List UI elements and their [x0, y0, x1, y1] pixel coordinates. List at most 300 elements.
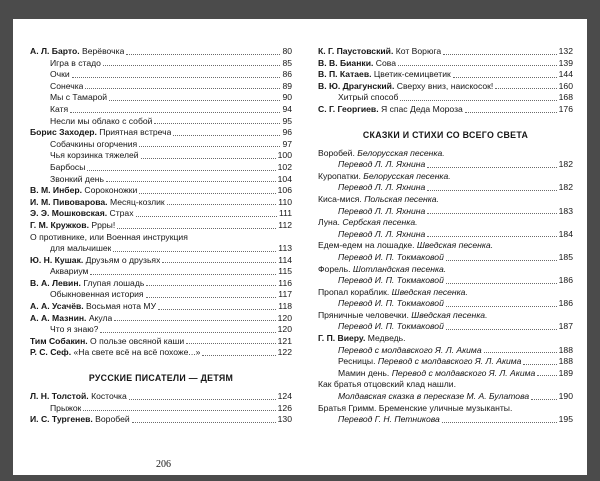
toc-title: Чья корзинка тяжелей [50, 150, 139, 161]
toc-entry-label [50, 92, 107, 104]
toc-entry-label [50, 69, 70, 81]
toc-page-number: 104 [277, 173, 292, 184]
toc-title: Форель. [318, 263, 351, 274]
toc-entry-label [50, 162, 85, 174]
toc-author: А. А. Мазнин. [30, 312, 87, 323]
toc-entry-label [338, 206, 425, 218]
toc-title: Игра в стадо [50, 57, 101, 68]
toc-leader-dots [537, 375, 556, 376]
left-page [30, 46, 292, 426]
toc-title: Медведь. [367, 333, 406, 344]
toc-title: Аквариум [50, 266, 89, 277]
toc-entry-label [318, 287, 468, 297]
toc-entry [30, 289, 292, 301]
toc-entry-label [30, 391, 127, 403]
toc-title: Мамин день. [338, 367, 390, 378]
toc-entry [30, 127, 292, 139]
toc-entry-label [50, 266, 88, 278]
toc-entry-label [50, 139, 137, 151]
toc-title: «На свете всё на всё похоже...» [73, 347, 201, 358]
toc-entry [30, 313, 292, 325]
toc-title: Сова [375, 57, 396, 68]
toc-title: Собачкины огорчения [50, 138, 138, 149]
toc-entry [30, 232, 292, 244]
toc-author: Л. Н. Толстой. [30, 391, 89, 402]
book-spread [13, 19, 587, 475]
toc-leader-dots [453, 77, 557, 78]
toc-leader-dots [495, 88, 556, 89]
toc-page-number: 186 [558, 275, 573, 286]
toc-entry-label [30, 208, 134, 220]
toc-entry [30, 255, 292, 267]
toc-page-number: 120 [277, 312, 292, 323]
toc-leader-dots [103, 65, 281, 66]
toc-title: Воробей [95, 414, 130, 425]
toc-title: Куропатки. [318, 170, 361, 181]
toc-note: Польская песенка. [364, 193, 439, 204]
toc-title: Едем-едем на лошадке. [318, 240, 415, 251]
toc-leader-dots [126, 54, 280, 55]
toc-page-number: 89 [282, 80, 292, 91]
toc-note: Шотландская песенка. [352, 263, 447, 274]
toc-entry-label [30, 127, 171, 139]
toc-entry [318, 182, 573, 194]
toc-leader-dots [446, 283, 557, 284]
toc-title: Верёвочка [82, 46, 125, 56]
toc-leader-dots [202, 355, 275, 356]
toc-entry [318, 159, 573, 171]
toc-title: Пряничные человечки. [318, 309, 409, 320]
toc-leader-dots [146, 297, 277, 298]
toc-entry-label [30, 313, 112, 325]
toc-entry-label [30, 255, 160, 267]
toc-entry [30, 150, 292, 162]
toc-entry [318, 368, 573, 380]
toc-note: Перевод И. П. Токмаковой [338, 298, 444, 309]
toc-entry [318, 414, 573, 426]
toc-leader-dots [132, 422, 276, 423]
toc-page-number: 182 [558, 182, 573, 193]
toc-entry [318, 92, 573, 104]
toc-entry [318, 240, 573, 252]
toc-leader-dots [85, 88, 280, 89]
toc-entry [318, 379, 573, 391]
toc-author: Э. Э. Мошковская. [30, 208, 108, 219]
toc-title: О пользе овсяной каши [90, 335, 185, 346]
toc-title: Друзьям о друзьях [85, 254, 161, 265]
toc-entry-label [50, 174, 104, 186]
toc-entry-label [338, 159, 425, 171]
toc-title: Приятная встреча [99, 127, 172, 138]
toc-entry-label [318, 217, 418, 227]
toc-page-number: 113 [278, 243, 292, 254]
toc-leader-dots [427, 167, 556, 168]
right-toc-bottom [318, 148, 573, 426]
toc-entry [318, 391, 573, 403]
toc-entry-label [338, 368, 535, 380]
toc-entry [318, 206, 573, 218]
toc-note: Шведская песенка. [411, 309, 488, 320]
toc-title: Глупая лошадь [83, 277, 145, 288]
toc-page-number: 116 [278, 277, 292, 288]
left-toc-top [30, 46, 292, 359]
toc-entry [318, 46, 573, 58]
toc-entry-label [30, 347, 200, 359]
toc-entry [30, 162, 292, 174]
toc-leader-dots [446, 260, 557, 261]
toc-title: Сороконожки [84, 185, 138, 196]
toc-title: Как братья отцовский клад нашли. [318, 379, 456, 390]
right-page [318, 46, 573, 426]
toc-title: Очки [50, 69, 70, 80]
toc-page-number: 110 [278, 196, 292, 207]
toc-entry-label [30, 301, 156, 313]
toc-entry-label [30, 185, 137, 197]
toc-entry [30, 347, 292, 359]
toc-title: Сонечка [50, 80, 84, 91]
toc-leader-dots [446, 306, 557, 307]
toc-page-number: 106 [277, 185, 292, 196]
toc-title: О противнике, или Военная инструкция [30, 231, 188, 242]
toc-note: Сербская песенка. [342, 217, 418, 228]
toc-page-number: 183 [558, 205, 573, 216]
toc-author: К. Г. Паустовский. [318, 46, 394, 56]
toc-page-number: 195 [558, 414, 573, 425]
toc-entry [30, 92, 292, 104]
toc-author: А. А. Усачёв. [30, 301, 84, 312]
toc-entry [30, 46, 292, 58]
toc-entry-label [30, 336, 184, 348]
toc-leader-dots [141, 158, 276, 159]
toc-title: Воробей. [318, 147, 355, 158]
toc-title: Ресницы. [338, 356, 376, 367]
toc-page-number: 100 [277, 150, 292, 161]
toc-entry [318, 229, 573, 241]
toc-page-number: 117 [278, 289, 292, 300]
toc-title: для мальчишек [50, 243, 112, 254]
toc-leader-dots [154, 123, 280, 124]
toc-entry [30, 69, 292, 81]
toc-entry [30, 301, 292, 313]
toc-leader-dots [114, 320, 275, 321]
toc-page-number: 120 [277, 324, 292, 335]
toc-title: Прыжок [50, 402, 82, 413]
toc-title: Акула [88, 312, 113, 323]
toc-note: Перевод с молдавского Я. Л. Акима [377, 356, 522, 367]
toc-author: В. П. Катаев. [318, 69, 372, 80]
toc-leader-dots [173, 135, 280, 136]
left-toc-bottom [30, 391, 292, 426]
toc-entry-label [338, 345, 482, 357]
toc-page-number: 86 [282, 69, 292, 80]
toc-author: Ю. Н. Кушак. [30, 254, 84, 265]
toc-entry-label [338, 321, 444, 333]
toc-leader-dots [72, 77, 281, 78]
toc-entry-label [318, 81, 493, 93]
toc-entry-label [50, 150, 139, 162]
toc-entry-label [50, 116, 152, 128]
toc-entry [30, 266, 292, 278]
toc-page-number: 124 [277, 391, 292, 402]
toc-title: Звонкий день [50, 173, 104, 184]
toc-entry-label [30, 414, 130, 426]
toc-title: Сверху вниз, наискосок! [396, 80, 494, 91]
toc-entry-label [318, 148, 445, 158]
toc-entry-label [30, 220, 115, 232]
toc-entry-label [318, 46, 441, 58]
toc-entry-label [338, 298, 444, 310]
toc-leader-dots [167, 204, 277, 205]
toc-title: Луна. [318, 217, 340, 228]
toc-page-number: 118 [278, 301, 292, 312]
toc-title: Ррры! [91, 219, 116, 230]
toc-page-number: 114 [278, 254, 292, 265]
toc-entry [30, 174, 292, 186]
toc-page-number: 111 [278, 208, 292, 219]
toc-title: Мы с Тамарой [50, 92, 108, 103]
toc-leader-dots [139, 193, 275, 194]
toc-entry [318, 148, 573, 160]
toc-title: Несли мы облако с собой [50, 115, 153, 126]
toc-entry [318, 321, 573, 333]
toc-page-number: 176 [558, 103, 573, 114]
toc-note: Перевод И. П. Токмаковой [338, 251, 444, 262]
toc-note: Перевод Л. Л. Яхнина [338, 205, 426, 216]
toc-leader-dots [100, 332, 275, 333]
toc-entry [318, 171, 573, 183]
toc-page-number: 185 [558, 251, 573, 262]
toc-entry [30, 116, 292, 128]
toc-entry [318, 310, 573, 322]
toc-entry [30, 208, 292, 220]
toc-author: В. М. Инбер. [30, 185, 83, 196]
toc-page-number: 85 [282, 57, 292, 68]
toc-entry-label [338, 414, 440, 426]
toc-page-number: 160 [558, 80, 573, 91]
toc-entry-label [318, 333, 406, 343]
toc-leader-dots [398, 65, 557, 66]
toc-title: Хитрый способ [338, 92, 399, 103]
toc-author: Тим Собакин. [30, 335, 88, 346]
toc-title: Косточка [91, 391, 127, 402]
toc-entry-label [338, 275, 444, 287]
toc-entry [30, 81, 292, 93]
toc-entry [30, 139, 292, 151]
toc-leader-dots [186, 343, 275, 344]
toc-note: Перевод Л. Л. Яхнина [338, 182, 426, 193]
toc-page-number: 144 [558, 69, 573, 80]
toc-title: Месяц-козлик [109, 196, 165, 207]
toc-entry-label [50, 58, 101, 70]
toc-page-number: 80 [282, 46, 292, 56]
toc-entry-label [50, 104, 68, 116]
toc-title: Я спас Деда Мороза [380, 103, 463, 114]
toc-leader-dots [109, 100, 280, 101]
toc-entry-label [318, 58, 396, 70]
toc-leader-dots [83, 410, 275, 411]
toc-page-number: 97 [282, 138, 292, 149]
toc-note: Перевод И. П. Токмаковой [338, 275, 444, 286]
toc-leader-dots [484, 352, 557, 353]
toc-page-number: 182 [558, 159, 573, 170]
toc-note: Белорусская песенка. [363, 170, 451, 181]
toc-entry [30, 58, 292, 70]
toc-title: Катя [50, 103, 69, 114]
toc-note: Перевод И. П. Токмаковой [338, 321, 444, 332]
toc-title: Цветик-семицветик [373, 69, 451, 80]
toc-note: Молдавская сказка в пересказе М. А. Булатова [338, 391, 530, 402]
toc-page-number: 188 [558, 344, 573, 355]
toc-page-number: 95 [282, 115, 292, 126]
toc-entry-label [50, 243, 111, 255]
toc-author: В. В. Бианки. [318, 57, 374, 68]
right-toc-top [318, 46, 573, 116]
toc-title: Пропал кораблик. [318, 286, 390, 297]
toc-author: И. М. Пивоварова. [30, 196, 108, 207]
toc-note: Перевод Г. Н. Петникова [338, 414, 440, 425]
toc-page-number: 190 [558, 391, 573, 402]
toc-page-number: 102 [277, 161, 292, 172]
toc-author: Г. М. Кружков. [30, 219, 89, 230]
toc-page-number: 139 [558, 57, 573, 68]
toc-leader-dots [136, 216, 277, 217]
toc-title: Восьмая нота МУ [86, 301, 157, 312]
toc-note: Перевод Л. Л. Яхнина [338, 228, 426, 239]
toc-entry [318, 264, 573, 276]
toc-entry-label [318, 194, 439, 204]
toc-entry-label [338, 182, 425, 194]
toc-entry-label [318, 240, 493, 250]
toc-entry-label [30, 197, 165, 209]
toc-entry-label [318, 264, 446, 274]
toc-leader-dots [427, 190, 556, 191]
toc-author: А. Л. Барто. [30, 46, 80, 56]
toc-title: Братья Гримм. Бременские уличные музыканты. [318, 402, 513, 413]
toc-page-number: 189 [558, 367, 573, 378]
toc-page-number: 90 [282, 92, 292, 103]
toc-entry [318, 58, 573, 70]
toc-entry-label [50, 403, 81, 415]
toc-leader-dots [158, 309, 276, 310]
toc-entry-label [318, 379, 456, 389]
toc-title: Киса-мися. [318, 193, 362, 204]
toc-page-number: 132 [558, 46, 573, 56]
toc-title: Кот Ворюга [395, 46, 442, 56]
toc-leader-dots [531, 399, 557, 400]
toc-note: Перевод с молдавского Я. Л. Акима [338, 344, 482, 355]
toc-entry-label [318, 104, 463, 116]
toc-author: В. Ю. Драгунский. [318, 80, 395, 91]
toc-leader-dots [106, 181, 276, 182]
toc-leader-dots [117, 228, 276, 229]
toc-leader-dots [146, 285, 276, 286]
toc-entry [318, 356, 573, 368]
toc-entry [30, 104, 292, 116]
toc-note: Перевод с молдавского Я. Л. Акима [391, 367, 536, 378]
toc-entry [30, 243, 292, 255]
toc-note: Шведская песенка. [391, 286, 468, 297]
toc-author: Р. С. Сеф. [30, 347, 72, 358]
toc-entry-label [318, 310, 487, 320]
toc-author: С. Г. Георгиев. [318, 103, 379, 114]
toc-entry [318, 298, 573, 310]
toc-entry [318, 252, 573, 264]
toc-page-number: 115 [278, 266, 292, 277]
toc-title: Что я знаю? [50, 324, 99, 335]
toc-entry [318, 333, 573, 345]
toc-leader-dots [90, 274, 276, 275]
toc-entry [318, 104, 573, 116]
toc-entry [318, 69, 573, 81]
toc-entry [318, 287, 573, 299]
toc-page-number: 121 [277, 335, 292, 346]
toc-entry [30, 197, 292, 209]
toc-entry-label [338, 92, 398, 104]
toc-page-number: 122 [277, 347, 292, 358]
toc-entry [30, 278, 292, 290]
toc-page-number: 186 [558, 298, 573, 309]
toc-entry [318, 217, 573, 229]
toc-leader-dots [523, 364, 556, 365]
toc-page-number: 126 [277, 402, 292, 413]
toc-leader-dots [139, 146, 280, 147]
toc-title: Барбосы [50, 161, 86, 172]
toc-entry-label [30, 232, 188, 242]
toc-page-number: 94 [282, 103, 292, 114]
toc-leader-dots [443, 54, 557, 55]
toc-author: Г. П. Виеру. [318, 333, 366, 344]
toc-page-number: 130 [277, 414, 292, 425]
toc-entry-label [30, 278, 144, 290]
section-title-world-tales: СКАЗКИ И СТИХИ СО ВСЕГО СВЕТА [362, 129, 529, 140]
toc-leader-dots [427, 213, 556, 214]
toc-title: Страх [109, 208, 134, 219]
toc-entry [30, 391, 292, 403]
toc-entry-label [318, 69, 451, 81]
toc-leader-dots [427, 236, 556, 237]
toc-entry [318, 194, 573, 206]
toc-entry [318, 81, 573, 93]
toc-entry-label [338, 229, 425, 241]
toc-entry [318, 403, 573, 415]
toc-page-number: 188 [558, 356, 573, 367]
toc-page-number: 96 [282, 127, 292, 138]
toc-entry-label [50, 81, 83, 93]
toc-entry [30, 403, 292, 415]
toc-entry-label [50, 289, 144, 301]
toc-entry [318, 275, 573, 287]
toc-page-number: 112 [278, 219, 292, 230]
toc-author: Борис Заходер. [30, 127, 97, 138]
toc-leader-dots [446, 329, 557, 330]
toc-entry [30, 220, 292, 232]
page-number: 206 [156, 459, 171, 470]
toc-note: Белорусская песенка. [357, 147, 445, 158]
toc-entry-label [30, 46, 124, 58]
toc-leader-dots [400, 100, 556, 101]
toc-entry-label [338, 252, 444, 264]
toc-entry [318, 345, 573, 357]
toc-entry-label [338, 356, 521, 368]
toc-entry-label [338, 391, 529, 403]
toc-leader-dots [70, 112, 280, 113]
toc-note: Шведская песенка. [416, 240, 494, 251]
toc-note: Перевод Л. Л. Яхнина [338, 159, 426, 170]
section-title-russian-writers: РУССКИЕ ПИСАТЕЛИ — ДЕТЯМ [88, 373, 234, 384]
toc-entry-label [50, 324, 98, 336]
toc-title: Обыкновенная история [50, 289, 144, 300]
toc-entry-label [318, 403, 512, 413]
